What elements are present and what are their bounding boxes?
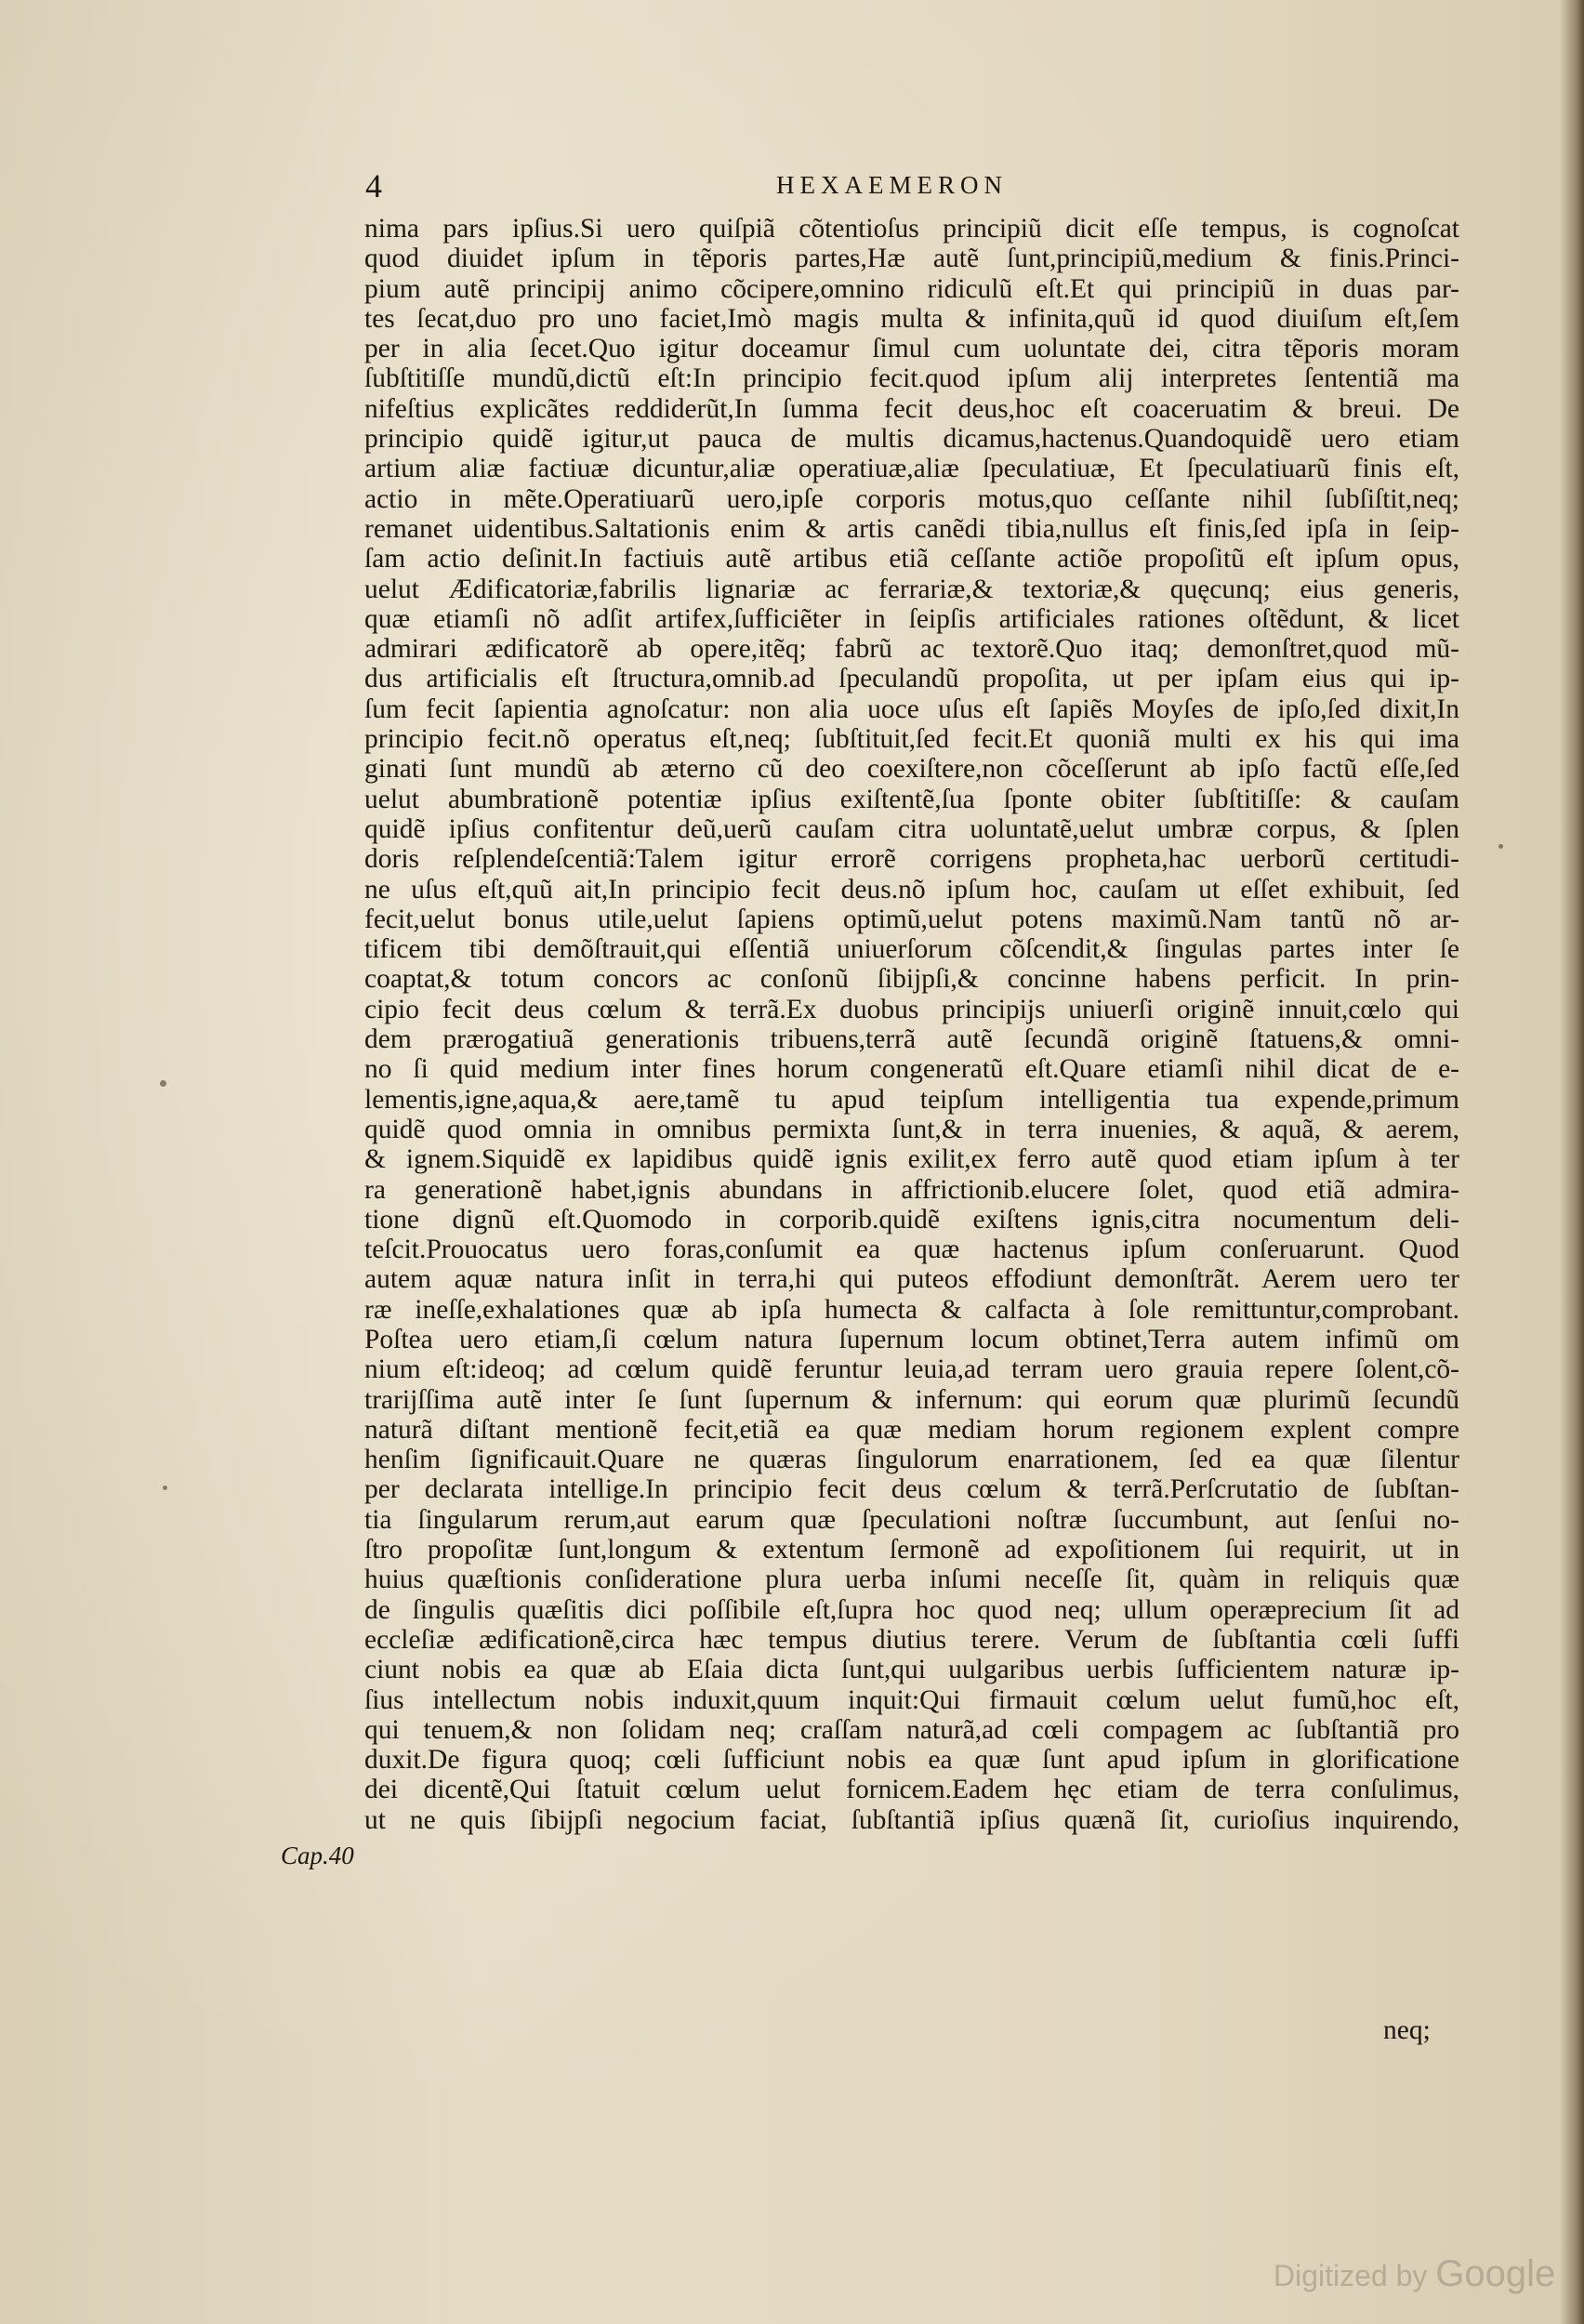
ink-spot <box>163 1486 167 1490</box>
text-line: coaptat,& totum concors ac conſonũ ſibijpſi,& concinne habens perficit. In prin- <box>364 964 1459 995</box>
text-line: duxit.De figura quoq; cœli ſufficiunt nobis ea quæ ſunt apud ipſum in glorificatione <box>364 1745 1459 1776</box>
text-line: per in alia ſecet.Quo igitur doceamur ſimul cum uoluntate dei, citra tẽporis moram <box>364 334 1459 364</box>
text-line: fecit,uelut bonus utile,uelut ſapiens optimũ,uelut potens maximũ.Nam tantũ nõ ar- <box>364 904 1459 934</box>
text-line: dem prærogatiuã generationis tribuens,terrã autẽ ſecundã originẽ ſtatuens,& omni- <box>364 1024 1459 1055</box>
text-line: tificem tibi demõſtrauit,qui eſſentiã uniuerſorum cõſcendit,& ſingulas partes inter ſe <box>364 934 1459 965</box>
text-line: principio quidẽ igitur,ut pauca de multis dicamus,hactenus.Quandoquidẽ uero etiam <box>364 424 1459 455</box>
text-line: ciunt nobis ea quæ ab Eſaia dicta ſunt,qui uulgaribus uerbis ſufficientem naturæ ip- <box>364 1655 1459 1685</box>
text-line: teſcit.Prouocatus uero foras,conſumit ea quæ hactenus ipſum conſeruarunt. Quod <box>364 1235 1459 1265</box>
text-line: ſum fecit ſapientia agnoſcatur: non alia uoce uſus eſt ſapiẽs Moyſes de ipſo,ſed dixit,In <box>364 693 1459 724</box>
text-line: ſius intellectum nobis induxit,quum inquit:Qui firmauit cœlum uelut fumũ,hoc eſt, <box>364 1684 1459 1715</box>
text-line: artium aliæ factiuæ dicuntur,aliæ operatiuæ,aliæ ſpeculatiuæ, Et ſpeculatiuarũ finis eſt, <box>364 454 1459 484</box>
text-line: trarijſſima autẽ inter ſe ſunt ſupernum & infernum: qui eorum quæ plurimũ ſecundũ <box>364 1384 1459 1415</box>
text-line: ſubſtitiſſe mundũ,dictũ eſt:In principio fecit.quod ipſum alij interpretes ſententiã ma <box>364 363 1459 394</box>
text-line: actio in mẽte.Operatiuarũ uero,ipſe corporis motus,quo ceſſante nihil ſubſiſtit,neq; <box>364 483 1459 514</box>
text-line: cipio fecit deus cœlum & terrã.Ex duobus principijs uniuerſi originẽ innuit,cœlo qui <box>364 994 1459 1024</box>
text-line: doris reſplendeſcentiã:Talem igitur errorẽ corrigens propheta,hac uerborũ certitudi- <box>364 844 1459 875</box>
text-line: eccleſiæ ædificationẽ,circa hæc tempus diutius terere. Verum de ſubſtantia cœli ſuffi <box>364 1624 1459 1655</box>
text-line: henſim ſignificauit.Quare ne quæras ſingulorum enarrationem, ſed ea quæ ſilentur <box>364 1445 1459 1475</box>
text-line: dus artificialis eſt ſtructura,omnib.ad ſpeculandũ propoſita, ut per ipſam eius qui ip- <box>364 664 1459 694</box>
text-line: no ſi quid medium inter fines horum congeneratũ eſt.Quare etiamſi nihil dicat de e- <box>364 1054 1459 1085</box>
text-line: naturã diſtant mentionẽ fecit,etiã ea quæ mediam horum regionem explent compre <box>364 1414 1459 1445</box>
watermark-brand: Google <box>1435 2253 1556 2294</box>
text-line: remanet uidentibus.Saltationis enim & artis canẽdi tibia,nullus eſt finis,ſed ipſa in ſeip- <box>364 513 1459 544</box>
running-head: HEXAEMERON <box>776 171 1008 199</box>
text-line: quod diuidet ipſum in tẽporis partes,Hæ autẽ ſunt,principiũ,medium & finis.Princi- <box>364 244 1459 274</box>
text-line: tia ſingularum rerum,aut earum quæ ſpeculationi noſtræ ſuccumbunt, aut ſenſui no- <box>364 1504 1459 1535</box>
text-line: admirari ædificatorẽ ab opere,itẽq; fabrũ ac textorẽ.Quo itaq; demonſtret,quod mũ- <box>364 634 1459 665</box>
text-line: tes ſecat,duo pro uno faciet,Imò magis multa & infinita,quũ id quod diuiſum eſt,ſem <box>364 303 1459 334</box>
text-line: de ſingulis quæſitis dici poſſibile eſt,ſupra hoc quod neq; ullum operæprecium ſit ad <box>364 1594 1459 1625</box>
text-line: lementis,igne,aqua,& aere,tamẽ tu apud teipſum intelligentia tua expende,primum <box>364 1084 1459 1115</box>
text-line: ra generationẽ habet,ignis abundans in affrictionib.elucere ſolet, quod etiã admira- <box>364 1174 1459 1205</box>
text-line: ut ne quis ſibijpſi negocium faciat, ſubſtantiã ipſius quænã ſit, curioſius inquirendo, <box>364 1804 1459 1835</box>
text-line: ne uſus eſt,quũ ait,In principio fecit deus.nõ ipſum hoc, cauſam ut eſſet exhibuit, ſed <box>364 874 1459 905</box>
page-number: 4 <box>365 167 382 205</box>
text-line: autem aquæ natura inſit in terra,hi qui puteos effodiunt demonſtrãt. Aerem uero ter <box>364 1264 1459 1295</box>
text-line: ſam actio deſinit.In factiuis autẽ artibus etiã ceſſante actiõe propoſitũ eſt ipſum opus, <box>364 544 1459 574</box>
text-line: huius quæſtionis conſideratione plura uerba inſumi neceſſe ſit, quàm in reliquis quæ <box>364 1565 1459 1595</box>
text-line: tione dignũ eſt.Quomodo in corporib.quidẽ exiſtens ignis,citra nocumentum deli- <box>364 1204 1459 1235</box>
text-line: per declarata intellige.In principio fecit deus cœlum & terrã.Perſcrutatio de ſubſtan- <box>364 1474 1459 1505</box>
text-line: uelut abumbrationẽ potentiæ ipſius exiſtentẽ,ſua ſponte obiter ſubſtitiſſe: & cauſam <box>364 784 1459 814</box>
text-line: quæ etiamſi nõ adſit artifex,ſufficiẽter in ſeipſis artificiales rationes oſtẽdunt, & licet <box>364 603 1459 634</box>
text-line: ginati ſunt mundũ ab æterno cũ deo coexiſtere,non cõceſſerunt ab ipſo factũ eſſe,ſed <box>364 754 1459 785</box>
text-line: nima pars ipſius.Si uero quiſpiã cõtentioſus principiũ dicit eſſe tempus, is cognoſcat <box>364 214 1459 244</box>
catchword: neq; <box>1383 2015 1431 2045</box>
ink-spot <box>160 1080 166 1087</box>
marginal-note: Cap.40 <box>281 1842 354 1869</box>
text-line: uelut Ædificatoriæ,fabrilis lignariæ ac ferrariæ,& textoriæ,& quęcunq; eius generis, <box>364 574 1459 604</box>
text-line: nium eſt:ideoq; ad cœlum quidẽ feruntur leuia,ad terram uero grauia repere ſolent,cõ- <box>364 1354 1459 1385</box>
watermark-prefix: Digitized by <box>1274 2259 1428 2292</box>
text-line: ſtro propoſitæ ſunt,longum & extentum ſermonẽ ad expoſitionem ſui requirit, ut in <box>364 1535 1459 1565</box>
ink-spot <box>1498 844 1503 849</box>
text-line: qui tenuem,& non ſolidam neq; craſſam naturã,ad cœli compagem ac ſubſtantiã pro <box>364 1714 1459 1745</box>
text-line: principio fecit.nõ operatus eſt,neq; ſubſtituit,ſed fecit.Et quoniã multi ex his qui ima <box>364 724 1459 755</box>
text-line: dei dicentẽ,Qui ſtatuit cœlum uelut fornicem.Eadem hęc etiam de terra conſulimus, <box>364 1775 1459 1805</box>
text-line: quidẽ ipſius confitentur deũ,uerũ cauſam citra uoluntatẽ,uelut umbræ corpus, & ſplen <box>364 813 1459 844</box>
digitization-watermark <box>1274 2253 1555 2295</box>
text-line: Poſtea uero etiam,ſi cœlum natura ſupernum locum obtinet,Terra autem infimũ om <box>364 1324 1459 1354</box>
text-line: pium autẽ principij animo cõcipere,omnino ridiculũ eſt.Et qui principiũ in duas par- <box>364 273 1459 304</box>
text-line: quidẽ quod omnia in omnibus permixta ſunt,& in terra inuenies, & aquã, & aerem, <box>364 1114 1459 1144</box>
body-text <box>364 214 1459 1835</box>
text-line: & ignem.Siquidẽ ex lapidibus quidẽ ignis exilit,ex ferro autẽ quod etiam ipſum à ter <box>364 1144 1459 1175</box>
text-line: ræ ineſſe,exhalationes quæ ab ipſa humecta & calfacta à ſole remittuntur,comprobant. <box>364 1294 1459 1325</box>
page-edge-shadow <box>1560 0 1584 2324</box>
text-line: nifeſtius explicãtes reddiderũt,In ſumma fecit deus,hoc eſt coaceruatim & breui. De <box>364 393 1459 424</box>
